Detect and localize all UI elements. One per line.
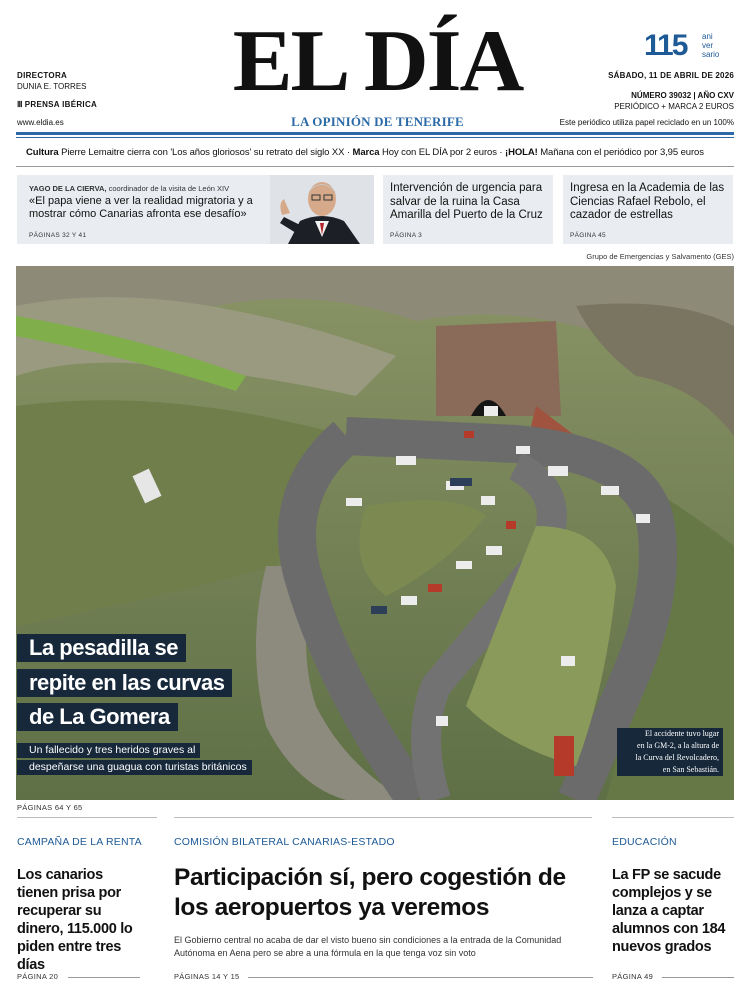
left-pages-rule [68, 977, 140, 978]
masthead-left-info [17, 70, 98, 127]
right-story-title[interactable]: La FP se sacude complejos y se lanza a captar alumnos con 184 nuevos grados [612, 867, 726, 955]
recycled-note: Este periódico utiliza papel reciclado en un 100% [559, 118, 734, 127]
middle-story-body: El Gobierno central no acaba de dar el visto bueno sin condiciones a la entrada de la Comunidad Autónoma en Aena pero se abre a una fórmula en la que tenga voz sin voto [174, 935, 562, 958]
promo-quote: «El papa viene a ver la realidad migratoria y a mostrar cómo Canarias afronta ese desafío» [29, 195, 253, 220]
anniversary-badge [644, 30, 734, 64]
photo-caption-line-4: en San Sebastián. [617, 764, 723, 776]
promo-box-interview[interactable] [17, 175, 374, 244]
agenda-marca-text[interactable]: Hoy con EL DÍA por 2 euros [382, 147, 497, 158]
agenda-rule [16, 166, 734, 167]
promo-kicker [29, 184, 229, 193]
middle-story-kicker: COMISIÓN BILATERAL CANARIAS-ESTADO [174, 836, 395, 848]
director-label: DIRECTORA [17, 71, 68, 80]
anniversary-text-1: ani [702, 32, 713, 41]
agenda-marca-label: Marca [352, 147, 380, 158]
agenda-hola-label: ¡HOLA! [505, 147, 538, 158]
main-headline-line-2[interactable]: repite en las curvas [17, 669, 232, 697]
agenda-bar [26, 147, 726, 158]
photo-caption-line-3: la Curva del Revolcadero, [617, 752, 723, 764]
anniversary-number: 115 [644, 29, 687, 62]
main-subhead-line-2: despeñarse una guagua con turistas británicos [17, 760, 252, 775]
divider-middle [174, 817, 592, 818]
promo-headline: Ingresa en la Academia de las Ciencias Rafael Rebolo, el cazador de estrellas [570, 182, 725, 221]
left-story-kicker: CAMPAÑA DE LA RENTA [17, 836, 142, 848]
left-story-pages: PÁGINA 20 [17, 972, 59, 981]
left-story-title[interactable]: Los canarios tienen prisa por recuperar su dinero, 115.000 lo piden entre tres días [17, 867, 133, 973]
middle-pages-rule [248, 977, 593, 978]
promo-kicker-role: coordinador de la visita de León XIV [108, 184, 230, 193]
middle-story-title[interactable]: Participación sí, pero cogestión de los aeropuertos ya veremos [174, 864, 566, 921]
masthead-right-info [559, 70, 734, 127]
anniversary-text-2: ver [702, 41, 714, 50]
masthead-rule-thin [16, 137, 734, 138]
portrait-photo [270, 175, 374, 244]
website-link[interactable]: www.eldia.es [17, 118, 64, 127]
promo-pages: PÁGINA 45 [570, 232, 606, 239]
main-subhead-line-1: Un fallecido y tres heridos graves al [17, 743, 200, 758]
agenda-separator-icon: · [346, 147, 350, 158]
publisher-logo-icon: Ⅲ [17, 100, 25, 109]
anniversary-text [702, 32, 719, 59]
newspaper-logo: EL DÍA [232, 13, 523, 110]
issue-price: PERIÓDICO + MARCA 2 EUROS [614, 102, 734, 111]
agenda-separator-icon: · [499, 147, 503, 158]
promo-headline: Intervención de urgencia para salvar de la ruina la Casa Amarilla del Puerto de la Cruz [390, 182, 543, 221]
promo-kicker-name: YAGO DE LA CIERVA, [29, 184, 107, 193]
main-headline-line-3[interactable]: de La Gomera [17, 703, 178, 731]
right-story-kicker: EDUCACIÓN [612, 836, 677, 848]
publisher-line [17, 99, 97, 110]
divider-left [17, 817, 157, 818]
agenda-cultura-label: Cultura [26, 147, 59, 158]
anniversary-text-3: sario [702, 50, 720, 59]
main-headline-line-1[interactable]: La pesadilla se [17, 634, 186, 662]
photo-credit: Grupo de Emergencias y Salvamento (GES) [586, 252, 734, 261]
publisher-name: PRENSA IBÉRICA [24, 100, 98, 109]
promo-pages: PÁGINA 3 [390, 232, 423, 239]
photo-caption-line-1: El accidente tuvo lugar [617, 728, 723, 740]
issue-date: SÁBADO, 11 DE ABRIL DE 2026 [608, 71, 734, 80]
photo-caption-line-2: en la GM-2, a la altura de [617, 740, 723, 752]
masthead [0, 0, 750, 134]
agenda-cultura-text[interactable]: Pierre Lemaitre cierra con 'Los años gloriosos' su retrato del siglo XX [61, 147, 345, 158]
newspaper-tagline: LA OPINIÓN DE TENERIFE [291, 114, 464, 129]
promo-box-rebolo[interactable] [563, 175, 733, 244]
promo-box-casa-amarilla[interactable] [383, 175, 553, 244]
promo-pages: PÁGINAS 32 Y 41 [29, 232, 87, 239]
middle-story-pages: PÁGINAS 14 Y 15 [174, 972, 240, 981]
agenda-hola-text[interactable]: Mañana con el periódico por 3,95 euros [540, 147, 704, 158]
issue-number: NÚMERO 39032 | AÑO CXV [631, 91, 734, 100]
right-story-pages: PÁGINA 49 [612, 972, 654, 981]
masthead-rule [16, 132, 734, 135]
right-pages-rule [662, 977, 734, 978]
main-story-pages: PÁGINAS 64 Y 65 [17, 803, 83, 812]
divider-right [612, 817, 734, 818]
director-name: DUNIA E. TORRES [17, 82, 87, 91]
